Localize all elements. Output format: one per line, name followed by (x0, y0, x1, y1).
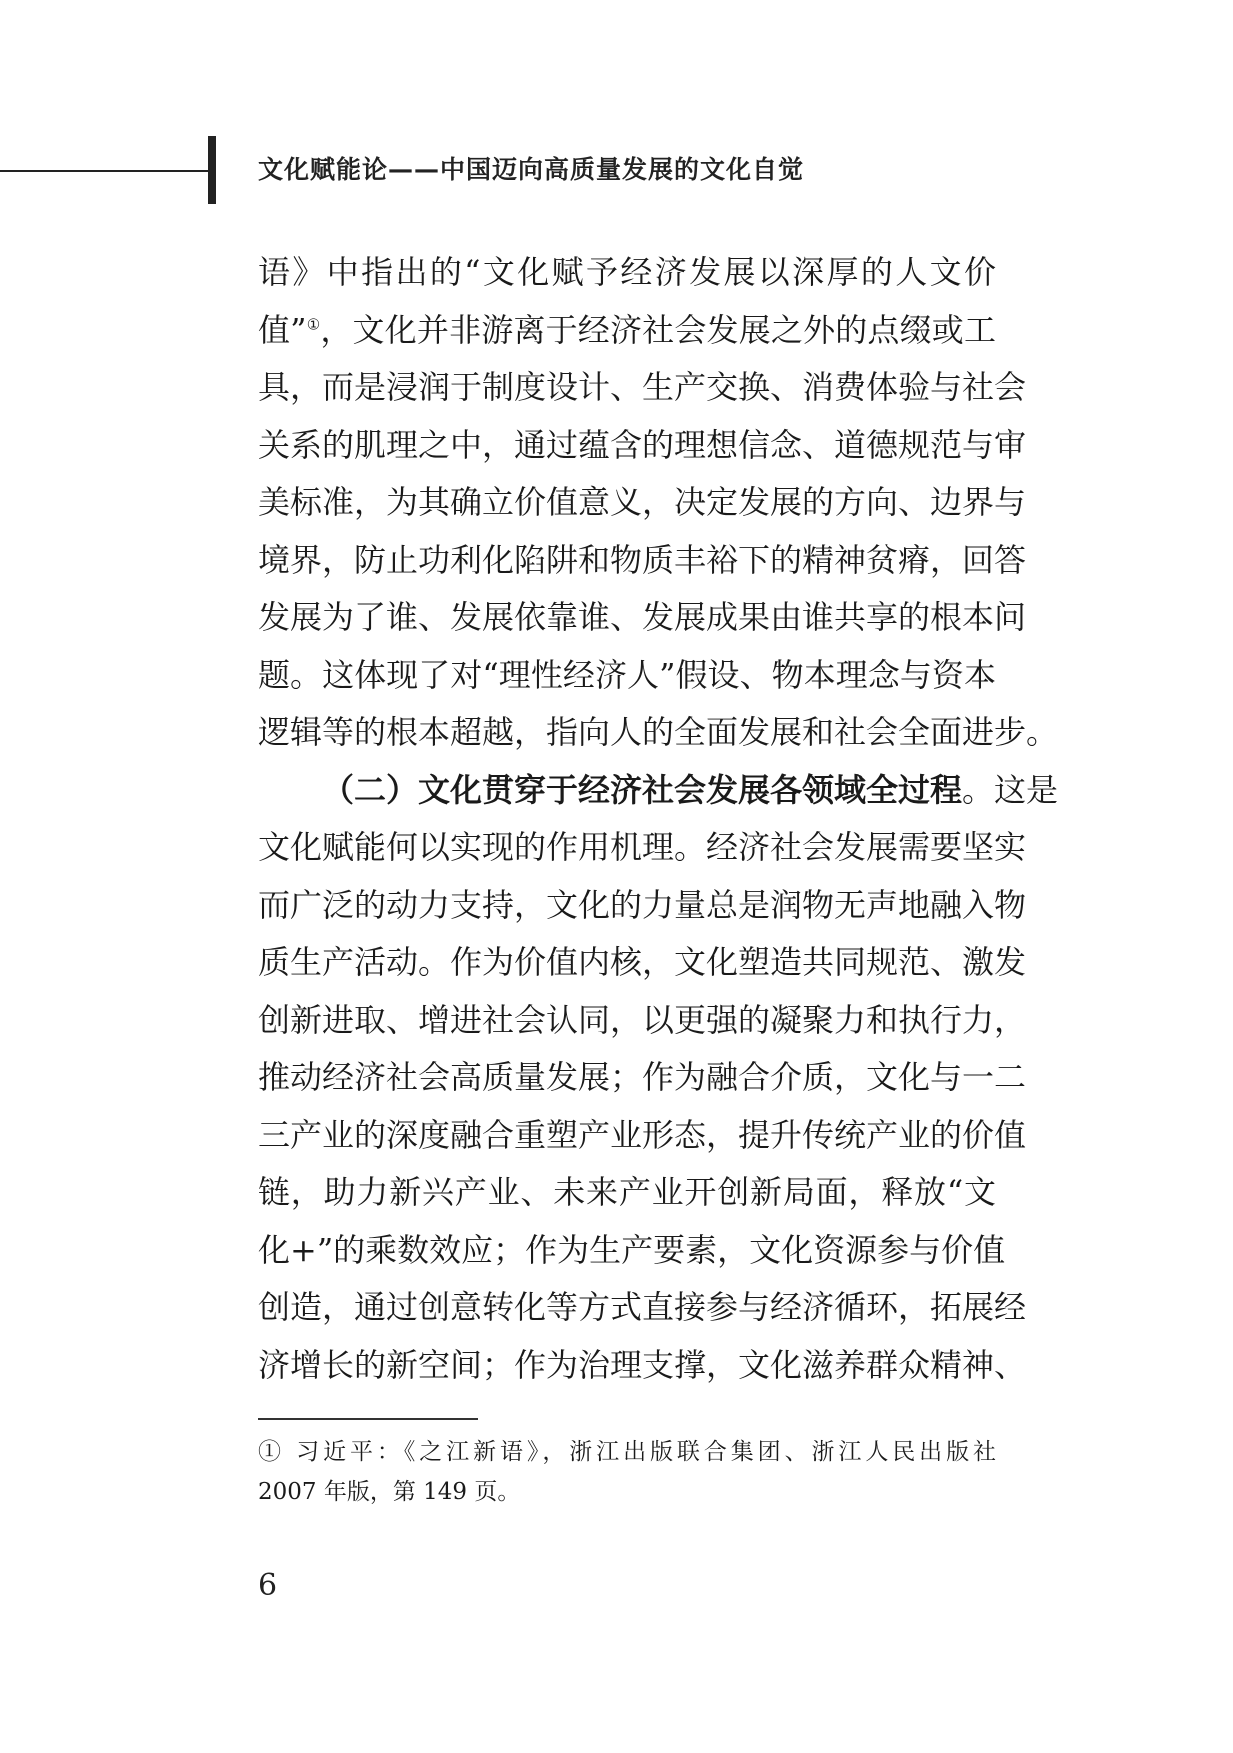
text-line: 三产业的深度融合重塑产业形态，提升传统产业的价值 (258, 1115, 1027, 1154)
text-line: 语》中指出的“文化赋予经济发展以深厚的人文价 (258, 253, 996, 291)
text-fragment: 值” (258, 310, 307, 349)
text-line: 境界，防止功利化陷阱和物质丰裕下的精神贫瘠，回答 (258, 540, 1027, 579)
text-line: 具，而是浸润于制度设计、生产交换、消费体验与社会 (258, 368, 1027, 406)
text-line: 推动经济社会高质量发展；作为融合介质，文化与一二 (258, 1058, 1027, 1096)
footnote-line: ① 习近平：《之江新语》，浙江出版联合集团、浙江人民出版社 (258, 1439, 996, 1465)
body-text (258, 244, 1059, 1394)
text-line: 文化赋能何以实现的作用机理。经济社会发展需要坚实 (258, 828, 1027, 866)
text-line: 题。这体现了对“理性经济人”假设、物本理念与资本 (258, 655, 996, 694)
text-fragment: 。这是 (962, 770, 1059, 809)
footnote (258, 1432, 996, 1512)
text-line: 美标准，为其确立价值意义，决定发展的方向、边界与 (258, 483, 1027, 521)
text-line: 发展为了谁、发展依靠谁、发展成果由谁共享的根本问 (258, 598, 1027, 636)
footnote-line: 2007 年版，第 149 页。 (258, 1479, 521, 1505)
header-bar (208, 136, 216, 204)
text-line: 创新进取、增进社会认同，以更强的凝聚力和执行力， (258, 1000, 1027, 1039)
footnote-rule (258, 1418, 478, 1420)
text-line: 链，助力新兴产业、未来产业开创新局面，释放“文 (258, 1173, 996, 1211)
text-line: 创造，通过创意转化等方式直接参与经济循环，拓展经 (258, 1288, 1027, 1326)
footnote-reference[interactable]: ① (306, 314, 321, 333)
text-line: 关系的肌理之中，通过蕴含的理想信念、道德规范与审 (258, 425, 1027, 464)
text-line (258, 302, 996, 360)
running-title: 文化赋能论——中国迈向高质量发展的文化自觉 (258, 155, 805, 184)
text-line: 而广泛的动力支持，文化的力量总是润物无声地融入物 (258, 885, 1027, 924)
text-line: 化+”的乘数效应；作为生产要素，文化资源参与价值 (258, 1230, 1006, 1269)
text-line: 逻辑等的根本超越，指向人的全面发展和社会全面进步。 (258, 713, 1059, 751)
section-heading: （二）文化贯穿于经济社会发展各领域全过程 (322, 770, 963, 809)
section-heading-line (258, 762, 1059, 820)
text-line: 济增长的新空间；作为治理支撑，文化滋养群众精神、 (258, 1345, 1027, 1384)
header-rule (0, 170, 212, 172)
text-line: 质生产活动。作为价值内核，文化塑造共同规范、激发 (258, 943, 1027, 981)
page-number: 6 (258, 1568, 278, 1603)
text-fragment: ，文化并非游离于经济社会发展之外的点缀或工 (320, 310, 996, 349)
